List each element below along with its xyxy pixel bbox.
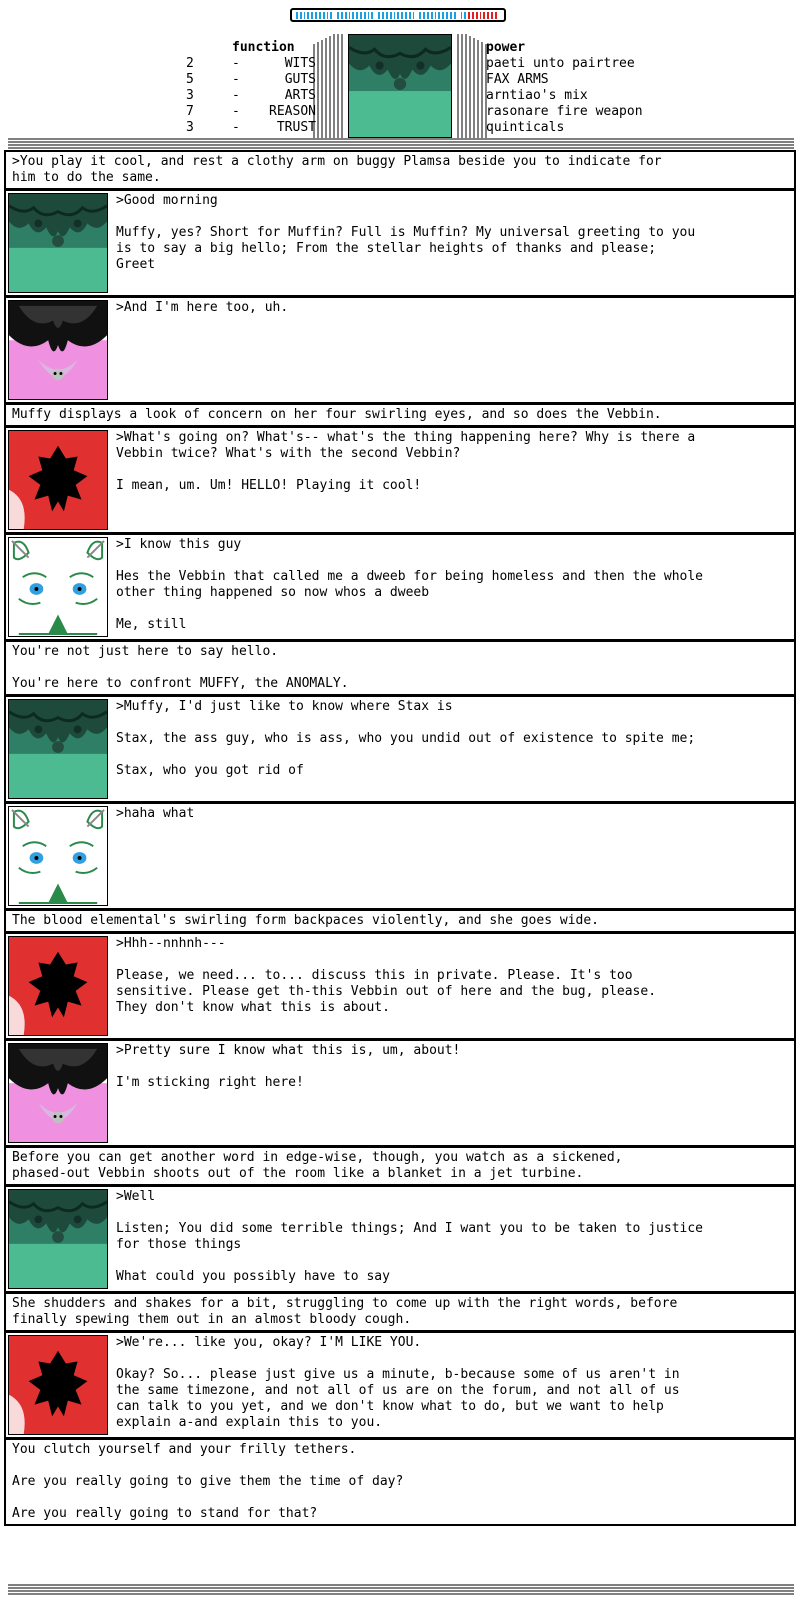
hp-segment-filled <box>337 12 339 19</box>
hp-segment-filled <box>341 12 343 19</box>
narration-entry <box>4 909 796 933</box>
red-blot-portrait <box>8 1335 108 1435</box>
hp-segment-filled <box>330 12 332 19</box>
hp-segment-filled <box>315 12 317 19</box>
hp-segment-filled <box>390 12 392 19</box>
teal-fractal-portrait <box>8 699 108 799</box>
hp-segment-filled <box>382 12 384 19</box>
hp-segment-filled <box>323 12 325 19</box>
entry-text: The blood elemental's swirling form backpaces violently, and she goes wide. <box>12 913 599 928</box>
entry-text: >Well Listen; You did some terrible things; And I want you to be taken to justice for those things What could you possibly have to say <box>116 1189 703 1284</box>
dialog-entry <box>4 296 796 404</box>
hp-segment-filled <box>435 12 437 19</box>
dialog-entry <box>4 1185 796 1293</box>
hp-segment-filled <box>442 12 444 19</box>
hp-segment-filled <box>461 12 463 19</box>
dialog-entry <box>4 1331 796 1439</box>
hp-segment-filled <box>464 12 466 19</box>
stat-value: 3 <box>186 88 194 103</box>
entry-text: >Good morning Muffy, yes? Short for Muffin? Full is Muffin? My universal greeting to you is to say a big hello; From the stellar heights of thanks and please; Greet <box>116 193 696 272</box>
hp-segment-empty <box>476 12 478 19</box>
hp-segment-filled <box>446 12 448 19</box>
dialog-entry <box>4 1039 796 1147</box>
player-portrait <box>348 34 452 138</box>
red-blot-portrait <box>8 430 108 530</box>
stat-function: GUTS <box>284 72 316 87</box>
stat-power: arntiao's mix <box>486 88 588 103</box>
hp-segment-filled <box>360 12 362 19</box>
hp-segment-empty <box>491 12 493 19</box>
hp-segment-filled <box>423 12 425 19</box>
stat-power: rasonare fire weapon <box>486 104 643 119</box>
hp-segment-filled <box>307 12 309 19</box>
portrait-frame-right <box>456 34 488 138</box>
stat-dash: - <box>232 56 240 71</box>
hp-segment-filled <box>364 12 366 19</box>
stat-dash: - <box>232 88 240 103</box>
hp-segment-filled <box>454 12 456 19</box>
hp-segment-filled <box>368 12 370 19</box>
hp-segment-filled <box>397 12 399 19</box>
hp-segment-filled <box>401 12 403 19</box>
hp-segment-empty <box>472 12 474 19</box>
hp-segment-filled <box>405 12 407 19</box>
hp-segment-filled <box>352 12 354 19</box>
dialog-entry <box>4 533 796 641</box>
teal-fractal-portrait <box>8 193 108 293</box>
hp-segment-filled <box>300 12 302 19</box>
hp-segment-empty <box>480 12 482 19</box>
green-face-portrait <box>8 537 108 637</box>
stat-function: REASON <box>269 104 316 119</box>
hp-segment-filled <box>319 12 321 19</box>
entry-text: >I know this guy Hes the Vebbin that called me a dweeb for being homeless and then the whole other thing happened so now whos a dweeb Me, still <box>116 537 703 632</box>
entry-text: >What's going on? What's-- what's the thing happening here? Why is there a Vebbin twice? What's with the second Vebbin? I mean, um. Um! HELLO! Playing it cool! <box>116 430 696 493</box>
hp-segment-filled <box>450 12 452 19</box>
hp-segment-filled <box>378 12 380 19</box>
dialog-entry <box>4 426 796 534</box>
red-blot-portrait <box>8 936 108 1036</box>
dialog-entry <box>4 695 796 803</box>
hp-segment-filled <box>386 12 388 19</box>
stat-value: 3 <box>186 120 194 135</box>
portrait-frame-left <box>312 34 344 138</box>
narration-entry <box>4 1438 796 1526</box>
green-face-portrait <box>8 806 108 906</box>
entry-text: >Muffy, I'd just like to know where Stax is Stax, the ass guy, who is ass, who you undid out of existence to spite me; Stax, who you got rid of <box>116 699 696 778</box>
hp-segment-filled <box>327 12 329 19</box>
hp-segment-filled <box>304 12 306 19</box>
function-header: function <box>232 40 295 55</box>
narration-entry <box>4 150 796 190</box>
entry-text: >We're... like you, okay? I'M LIKE YOU. Okay? So... please just give us a minute, b-because some of us aren't in the same timezone, and not all of us are on the forum, and not all of us can talk to you yet, and we don't know what to do, but we want to help explain a-and explain this to you. <box>116 1335 680 1430</box>
narration-entry <box>4 403 796 427</box>
entry-text: >And I'm here too, uh. <box>116 300 289 315</box>
stat-value: 2 <box>186 56 194 71</box>
stat-value: 5 <box>186 72 194 87</box>
entry-text: Muffy displays a look of concern on her four swirling eyes, and so does the Vebbin. <box>12 407 662 422</box>
entry-text: She shudders and shakes for a bit, struggling to come up with the right words, before finally spewing them out in an almost bloody cough. <box>12 1296 678 1327</box>
pink-moth-portrait <box>8 300 108 400</box>
health-bar <box>290 8 506 22</box>
entry-text: >haha what <box>116 806 195 821</box>
narration-entry <box>4 1292 796 1332</box>
entry-text: >You play it cool, and rest a clothy arm on buggy Plamsa beside you to indicate for him to do the same. <box>12 154 662 185</box>
power-header: power <box>486 40 526 55</box>
hp-segment-filled <box>413 12 415 19</box>
stat-function: WITS <box>284 56 316 71</box>
hp-segment-filled <box>394 12 396 19</box>
stat-power: FAX ARMS <box>486 72 549 87</box>
hp-segment-filled <box>438 12 440 19</box>
hp-segment-filled <box>356 12 358 19</box>
stat-dash: - <box>232 72 240 87</box>
narration-entry <box>4 640 796 696</box>
hp-segment-filled <box>371 12 373 19</box>
stat-dash: - <box>232 120 240 135</box>
entry-text: You're not just here to say hello. You're here to confront MUFFY, the ANOMALY. <box>12 644 349 691</box>
stat-dash: - <box>232 104 240 119</box>
hp-segment-empty <box>495 12 497 19</box>
entry-text: You clutch yourself and your frilly tethers. Are you really going to give them the time of day? Are you really going to stand for that? <box>12 1442 404 1521</box>
stat-power: paeti unto pairtree <box>486 56 635 71</box>
hp-segment-filled <box>311 12 313 19</box>
teal-fractal-portrait <box>8 1189 108 1289</box>
pink-moth-portrait <box>8 1043 108 1143</box>
stat-function: ARTS <box>284 88 316 103</box>
hp-segment-filled <box>419 12 421 19</box>
entry-text: Before you can get another word in edge-wise, though, you watch as a sickened, phased-out Vebbin shoots out of the room like a blanket in a jet turbine. <box>12 1150 623 1181</box>
entry-text: >Pretty sure I know what this is, um, about! I'm sticking right here! <box>116 1043 461 1090</box>
hp-segment-filled <box>345 12 347 19</box>
dialog-entry <box>4 189 796 297</box>
stat-function: TRUST <box>276 120 316 135</box>
dialog-entry <box>4 932 796 1040</box>
hp-segment-empty <box>487 12 489 19</box>
stat-power: quinticals <box>486 120 565 135</box>
footer-divider <box>8 1582 794 1601</box>
hp-segment-empty <box>468 12 470 19</box>
hp-segment-filled <box>431 12 433 19</box>
stat-value: 7 <box>186 104 194 119</box>
hp-segment-filled <box>409 12 411 19</box>
hp-segment-filled <box>427 12 429 19</box>
hp-segment-empty <box>483 12 485 19</box>
hp-segment-filled <box>349 12 351 19</box>
dialog-entry <box>4 802 796 910</box>
hp-segment-filled <box>296 12 298 19</box>
narration-entry <box>4 1146 796 1186</box>
entry-text: >Hhh--nnhnh--- Please, we need... to... discuss this in private. Please. It's too sensitive. Please get th-this Vebbin out of here and the bug, please. They don't know what this is about. <box>116 936 657 1015</box>
